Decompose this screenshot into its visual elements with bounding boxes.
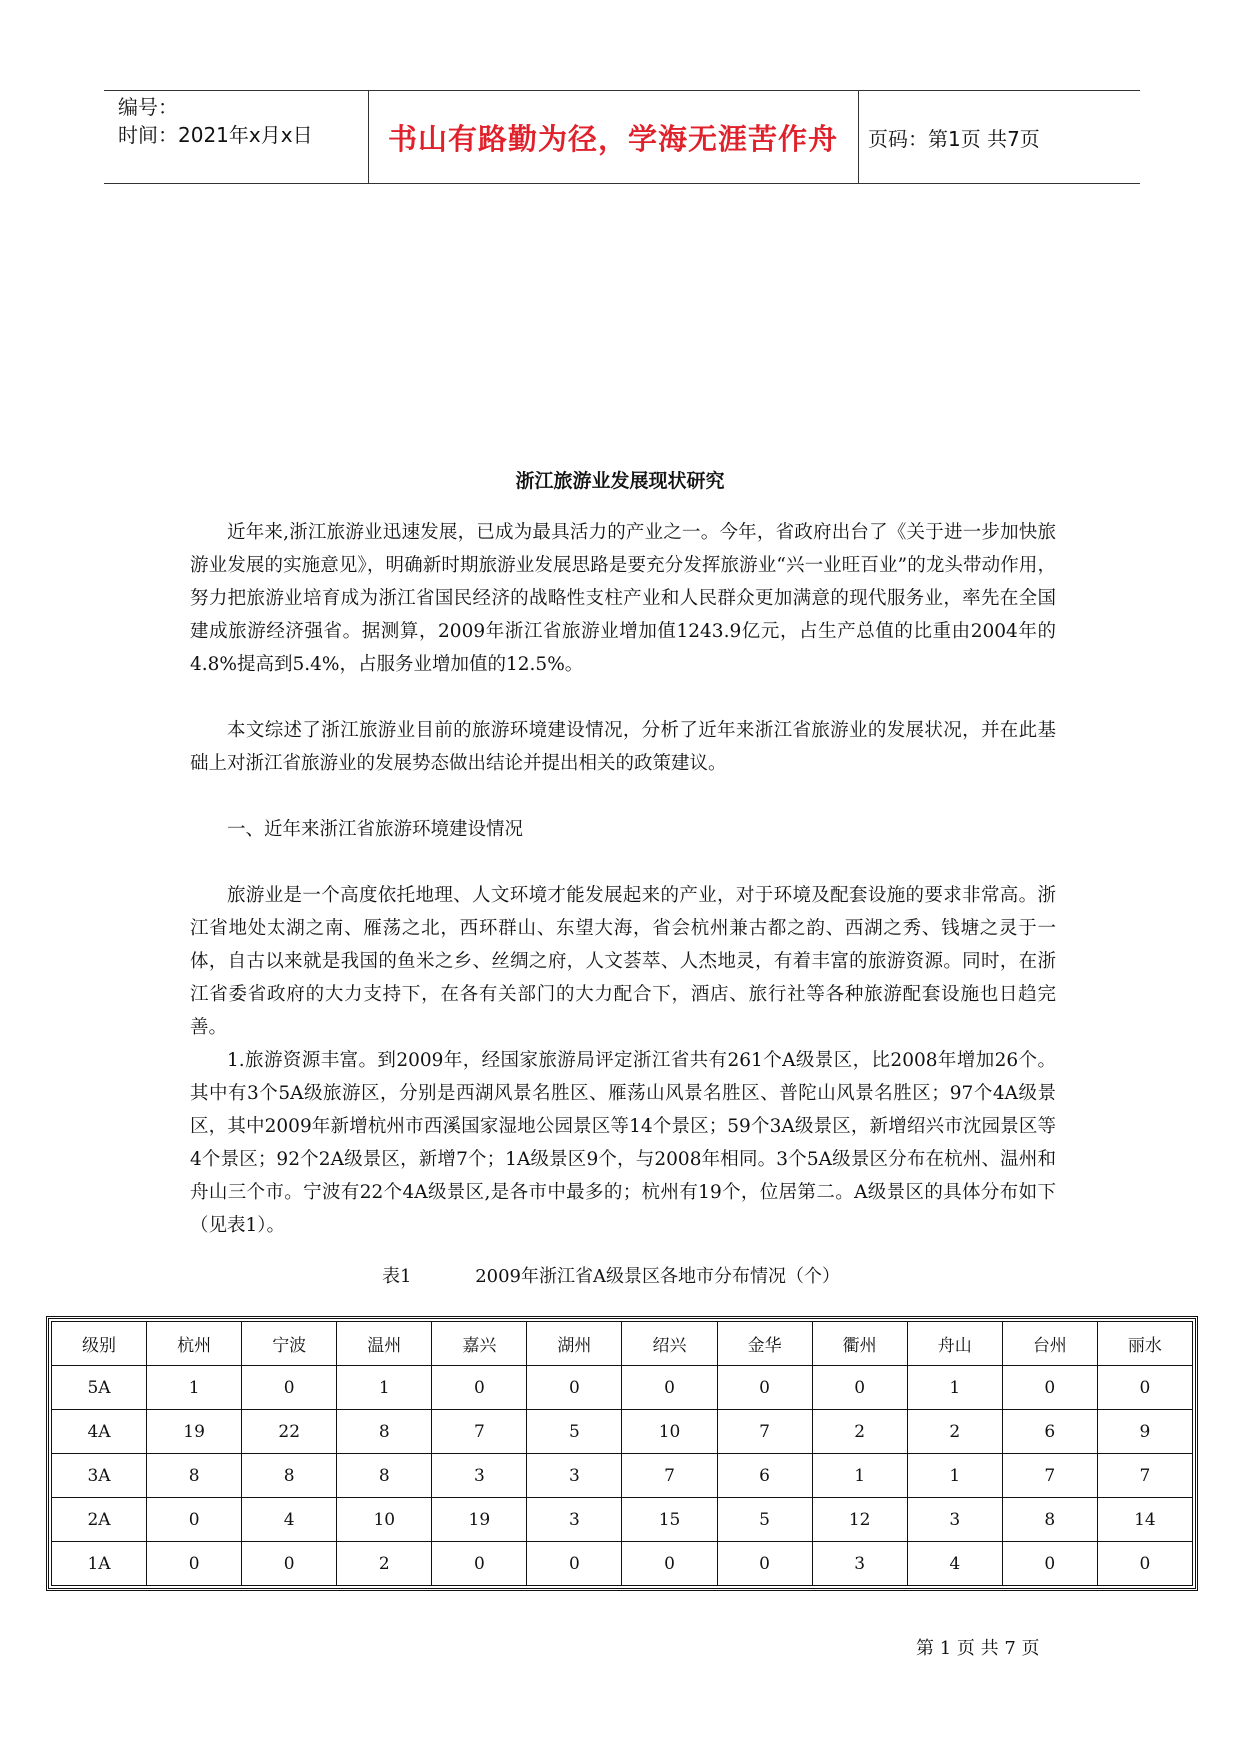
table-cell: 2A [52,1498,147,1542]
table-cell: 0 [717,1366,812,1410]
table-cell: 0 [147,1542,242,1586]
table-cell: 7 [1097,1454,1192,1498]
table-row [52,1454,1193,1498]
table-cell: 1 [907,1454,1002,1498]
page-header [104,90,1140,184]
table-cell: 9 [1097,1410,1192,1454]
document-title: 浙江旅游业发展现状研究 [515,470,725,492]
table-cell: 0 [242,1542,337,1586]
paragraph-summary: 本文综述了浙江旅游业目前的旅游环境建设情况，分析了近年来浙江省旅游业的发展状况，并在此基础上对浙江省旅游业的发展势态做出结论并提出相关的政策建议。 [190,720,1056,774]
table-cell: 3A [52,1454,147,1498]
table-cell: 7 [622,1454,717,1498]
table-cell: 0 [622,1366,717,1410]
table-cell: 10 [622,1410,717,1454]
table-cell: 5A [52,1366,147,1410]
table-cell: 8 [337,1410,432,1454]
table-cell: 2 [337,1542,432,1586]
table-row [52,1410,1193,1454]
table-cell: 8 [1002,1498,1097,1542]
header-cell: 宁波 [242,1322,337,1366]
header-cell: 湖州 [527,1322,622,1366]
table-header-row [52,1322,1193,1366]
header-cell: 温州 [337,1322,432,1366]
table-cell: 14 [1097,1498,1192,1542]
table-cell: 1 [907,1366,1002,1410]
paragraph-intro: 近年来,浙江旅游业迅速发展，已成为最具活力的产业之一。今年，省政府出台了《关于进一步加快旅游业发展的实施意见》，明确新时期旅游业发展思路是要充分发挥旅游业“兴一业旺百业”的龙头带动作用，努力把旅游业培育成为浙江省国民经济的战略性支柱产业和人民群众更加满意的现代服务业，率先在全国建成旅游经济强省。据测算，2009年浙江省旅游业增加值1243.9亿元，占生产总值的比重由2004年的4.8%提高到5.4%，占服务业增加值的12.5%。 [190,522,1056,675]
header-cell: 绍兴 [622,1322,717,1366]
header-cell: 舟山 [907,1322,1002,1366]
table-cell: 1 [337,1366,432,1410]
table-cell: 19 [147,1410,242,1454]
table-cell: 0 [1097,1542,1192,1586]
table-cell: 0 [622,1542,717,1586]
table-cell: 0 [432,1542,527,1586]
table-cell: 0 [527,1542,622,1586]
table-cell: 3 [527,1454,622,1498]
table-cell: 15 [622,1498,717,1542]
scenic-area-table [46,1316,1198,1591]
header-meta [118,93,313,149]
paragraph-resources: 1.旅游资源丰富。到2009年，经国家旅游局评定浙江省共有261个A级景区，比2008年增加26个。其中有3个5A级旅游区，分别是西湖风景名胜区、雁荡山风景名胜区、普陀山风景名胜区；97个4A级景区，其中2009年新增杭州市西溪国家湿地公园景区等14个景区；59个3A级景区，新增绍兴市沈园景区等4个景区；92个2A级景区，新增7个；1A级景区9个，与2008年相同。3个5A级景区分布在杭州、温州和舟山三个市。宁波有22个4A级景区,是各市中最多的；杭州有19个，位居第二。A级景区的具体分布如下（见表1）。 [190,1050,1056,1236]
header-divider-right [858,91,859,183]
table-caption-number: 表1 [382,1266,412,1287]
header-motto: 书山有路勤为径，学海无涯苦作舟 [387,122,838,156]
code-label: 编号： [118,95,178,119]
table-cell: 4A [52,1410,147,1454]
section-heading-1: 一、近年来浙江省旅游环境建设情况 [227,819,524,840]
table-cell: 3 [527,1498,622,1542]
table-cell: 0 [1002,1366,1097,1410]
paragraph-environment: 旅游业是一个高度依托地理、人文环境才能发展起来的产业，对于环境及配套设施的要求非常高。浙江省地处太湖之南、雁荡之北，西环群山、东望大海，省会杭州兼古都之韵、西湖之秀、钱塘之灵于一体，自古以来就是我国的鱼米之乡、丝绸之府，人文荟萃、人杰地灵，有着丰富的旅游资源。同时，在浙江省委省政府的大力支持下，在各有关部门的大力配合下，酒店、旅行社等各种旅游配套设施也日趋完善。 [190,885,1056,1038]
header-cell: 嘉兴 [432,1322,527,1366]
table-cell: 5 [717,1498,812,1542]
table-cell: 19 [432,1498,527,1542]
header-cell: 金华 [717,1322,812,1366]
table-cell: 0 [527,1366,622,1410]
table-cell: 4 [242,1498,337,1542]
table-cell: 2 [907,1410,1002,1454]
table-cell: 0 [1002,1542,1097,1586]
table-cell: 0 [432,1366,527,1410]
table-cell: 7 [717,1410,812,1454]
table-cell: 1A [52,1542,147,1586]
table-cell: 10 [337,1498,432,1542]
table-cell: 6 [717,1454,812,1498]
table-cell: 4 [907,1542,1002,1586]
table-cell: 8 [242,1454,337,1498]
page-footer: 第 1 页 共 7 页 [916,1638,1040,1659]
table-cell: 1 [812,1454,907,1498]
table-cell: 0 [812,1366,907,1410]
table-caption [382,1262,840,1288]
table-cell: 8 [337,1454,432,1498]
table-cell: 8 [147,1454,242,1498]
table-cell: 3 [812,1542,907,1586]
table-cell: 22 [242,1410,337,1454]
table-cell: 6 [1002,1410,1097,1454]
table-caption-title: 2009年浙江省A级景区各地市分布情况（个） [475,1266,840,1287]
table-cell: 7 [1002,1454,1097,1498]
header-cell: 台州 [1002,1322,1097,1366]
table-cell: 0 [1097,1366,1192,1410]
table-cell: 0 [242,1366,337,1410]
header-page-info: 页码：第1页 共7页 [868,127,1040,151]
table-cell: 1 [147,1366,242,1410]
table-cell: 2 [812,1410,907,1454]
time-label: 时间：2021年x月x日 [118,123,313,147]
header-cell: 杭州 [147,1322,242,1366]
table-row [52,1542,1193,1586]
table-cell: 12 [812,1498,907,1542]
table-cell: 3 [432,1454,527,1498]
table-cell: 0 [147,1498,242,1542]
table-cell: 5 [527,1410,622,1454]
table-cell: 7 [432,1410,527,1454]
header-cell: 级别 [52,1322,147,1366]
table-cell: 3 [907,1498,1002,1542]
table-row [52,1366,1193,1410]
table-row [52,1498,1193,1542]
table-cell: 0 [717,1542,812,1586]
header-cell: 丽水 [1097,1322,1192,1366]
header-cell: 衢州 [812,1322,907,1366]
